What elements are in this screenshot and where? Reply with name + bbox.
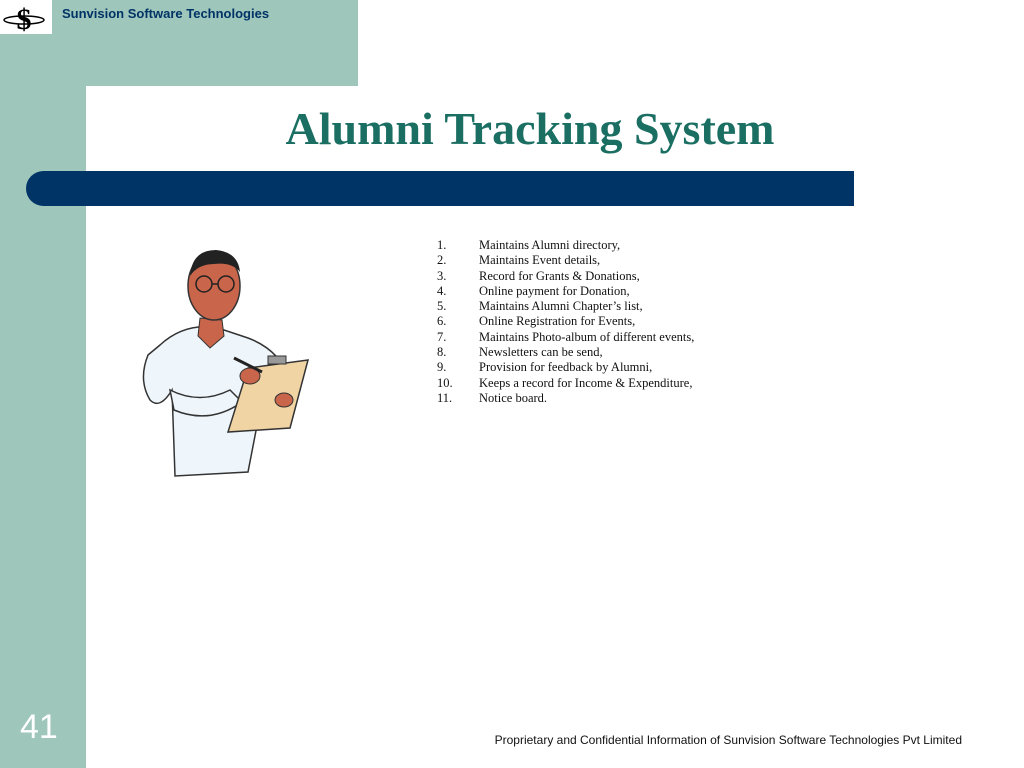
company-name: Sunvision Software Technologies (62, 6, 270, 21)
list-item-number: 10. (437, 375, 453, 390)
list-item-text: Online Registration for Events, (479, 314, 636, 329)
list-item-text: Maintains Alumni directory, (479, 238, 621, 252)
list-item-text: Maintains Alumni Chapter’s list, (479, 299, 643, 314)
list-item-number: 6. (437, 314, 447, 329)
list-item-number: 7. (437, 329, 447, 344)
logo-symbol: $ (16, 3, 32, 34)
list-item (437, 299, 694, 314)
list-item-text: Online payment for Donation, (479, 283, 630, 298)
list-item-text: Notice board. (479, 390, 548, 405)
list-item (437, 284, 694, 299)
list-item-number: 2. (437, 253, 447, 268)
footer-text: Proprietary and Confidential Information of Sunvision Software Technologies Pvt Limited (494, 733, 962, 747)
list-item-number: 1. (437, 238, 447, 252)
left-sidebar (0, 0, 86, 768)
list-item-text: Maintains Photo-album of different events, (479, 329, 695, 344)
list-item (437, 253, 694, 268)
list-item-number: 9. (437, 360, 447, 375)
list-item-number: 3. (437, 268, 447, 283)
list-item (437, 269, 694, 284)
feature-list (437, 238, 694, 406)
content-corner (86, 86, 146, 146)
list-item (437, 391, 694, 406)
list-item (437, 345, 694, 360)
list-item (437, 314, 694, 329)
list-item-number: 11. (437, 390, 453, 405)
list-item-text: Maintains Event details, (479, 253, 601, 268)
list-item (437, 360, 694, 375)
slide-number: 41 (20, 708, 58, 746)
list-item-text: Provision for feedback by Alumni, (479, 360, 653, 375)
list-item-text: Keeps a record for Income & Expenditure, (479, 375, 693, 390)
list-item-text: Newsletters can be send, (479, 345, 603, 360)
list-item-number: 5. (437, 299, 447, 314)
man-with-clipboard-image (130, 240, 320, 480)
list-item (437, 238, 694, 253)
list-item-number: 8. (437, 345, 447, 360)
company-logo (0, 0, 52, 34)
list-item-text: Record for Grants & Donations, (479, 268, 640, 283)
slide-title: Alumni Tracking System (285, 103, 775, 154)
list-item (437, 330, 694, 345)
list-item-number: 4. (437, 283, 447, 298)
list-item (437, 376, 694, 391)
title-underline-bar (26, 171, 854, 206)
